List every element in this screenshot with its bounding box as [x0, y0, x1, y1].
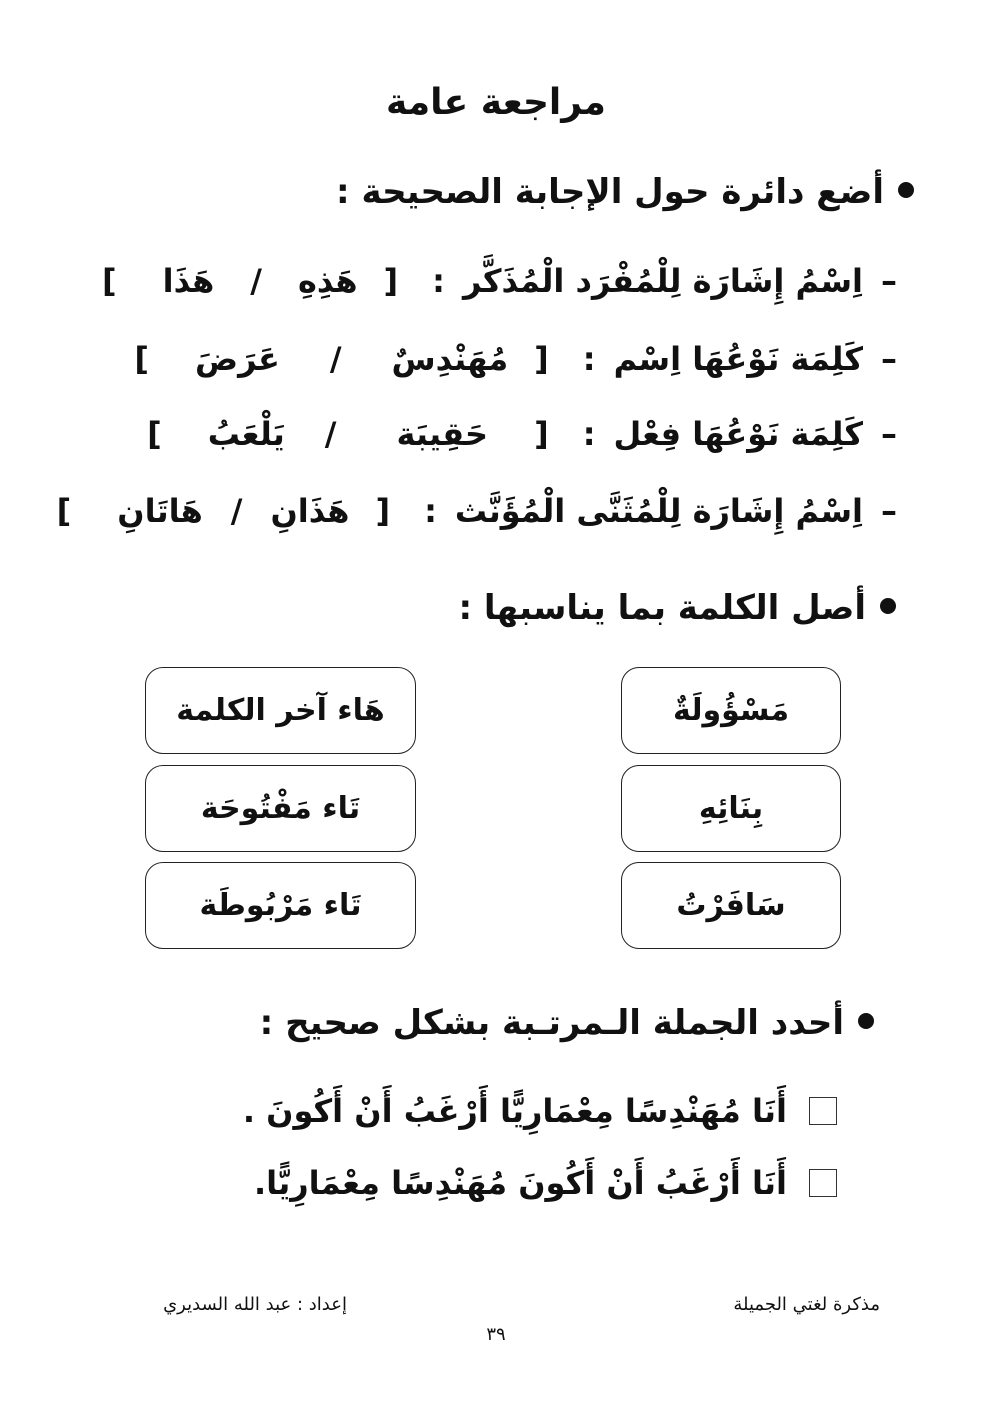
colon: :: [582, 340, 596, 378]
answer-option[interactable]: عَرَضَ: [195, 340, 280, 378]
slash: /: [324, 415, 337, 453]
word-box[interactable]: بِنَائِهِ: [621, 765, 841, 852]
bracket-open: [: [375, 492, 391, 530]
answer-option[interactable]: هَذِهِ: [297, 262, 358, 300]
question-row: [118, 340, 897, 378]
heading-text: أضع دائرة حول الإجابة الصحيحة :: [336, 172, 884, 212]
question-row: [131, 415, 897, 453]
bracket-close: ]: [102, 262, 117, 300]
heading-text: أصل الكلمة بما يناسبها :: [458, 588, 866, 628]
answer-option[interactable]: هَذَا: [162, 262, 215, 300]
question-row: [86, 262, 897, 300]
answer-option[interactable]: مُهَنْدِسٌ: [391, 340, 509, 378]
bracket-open: [: [534, 415, 549, 453]
colon: :: [432, 262, 445, 300]
bracket-open: [: [534, 340, 549, 378]
colon: :: [424, 492, 437, 530]
question-prompt: كَلِمَة نَوْعُهَا اِسْم: [613, 340, 863, 378]
question-prompt: اِسْمُ إِشَارَة لِلْمُثَنَّى الْمُؤَنَّث: [454, 492, 863, 530]
section-heading-circle: [336, 172, 914, 212]
slash: /: [329, 340, 342, 378]
answer-option[interactable]: هَاتَانِ: [117, 492, 203, 530]
question-row: [41, 492, 897, 530]
bullet-icon: [880, 598, 896, 614]
answer-box[interactable]: تَاء مَرْبُوطَة: [145, 862, 416, 949]
colon: :: [582, 415, 596, 453]
bracket-close: ]: [56, 492, 72, 530]
bracket-open: [: [383, 262, 399, 300]
checkbox[interactable]: [809, 1169, 837, 1197]
page-title: مراجعة عامة: [386, 82, 606, 123]
dash: –: [881, 415, 897, 453]
page-number: ٣٩: [486, 1324, 506, 1345]
footer-author: إعداد : عبد الله السديري: [163, 1294, 347, 1315]
bracket-close: ]: [134, 340, 150, 378]
answer-option[interactable]: هَذَانِ: [270, 492, 350, 530]
answer-option[interactable]: حَقِيبَة: [396, 415, 489, 453]
dash: –: [881, 262, 897, 300]
dash: –: [881, 340, 897, 378]
bracket-close: ]: [147, 415, 162, 453]
dash: –: [881, 492, 897, 530]
word-box[interactable]: سَافَرْتُ: [621, 862, 841, 949]
question-prompt: اِسْمُ إِشَارَة لِلْمُفْرَد الْمُذَكَّر: [462, 262, 863, 300]
checkbox[interactable]: [809, 1097, 837, 1125]
answer-box[interactable]: هَاء آخر الكلمة: [145, 667, 416, 754]
answer-box[interactable]: تَاء مَفْتُوحَة: [145, 765, 416, 852]
answer-option[interactable]: يَلْعَبُ: [207, 415, 285, 453]
section-heading-order: [260, 1003, 874, 1043]
heading-text: أحدد الجملة الـمرتـبة بشكل صحيح :: [259, 1003, 844, 1043]
sentence-text: أَنَا أَرْغَبُ أَنْ أَكُونَ مُهَنْدِسًا مِعْمَارِيًّا.: [254, 1164, 787, 1202]
footer-book-title: مذكرة لغتي الجميلة: [733, 1294, 880, 1315]
sentence-text: أَنَا مُهَنْدِسًا مِعْمَارِيًّا أَرْغَبُ أَنْ أَكُونَ .: [242, 1092, 787, 1130]
sentence-option: [243, 1092, 837, 1130]
bullet-icon: [858, 1013, 874, 1029]
slash: /: [250, 262, 262, 300]
section-heading-match: [458, 588, 896, 628]
bullet-icon: [898, 182, 914, 198]
sentence-option: [254, 1164, 837, 1202]
question-prompt: كَلِمَة نَوْعُهَا فِعْل: [613, 415, 863, 453]
word-box[interactable]: مَسْؤُولَةٌ: [621, 667, 841, 754]
slash: /: [230, 492, 243, 530]
